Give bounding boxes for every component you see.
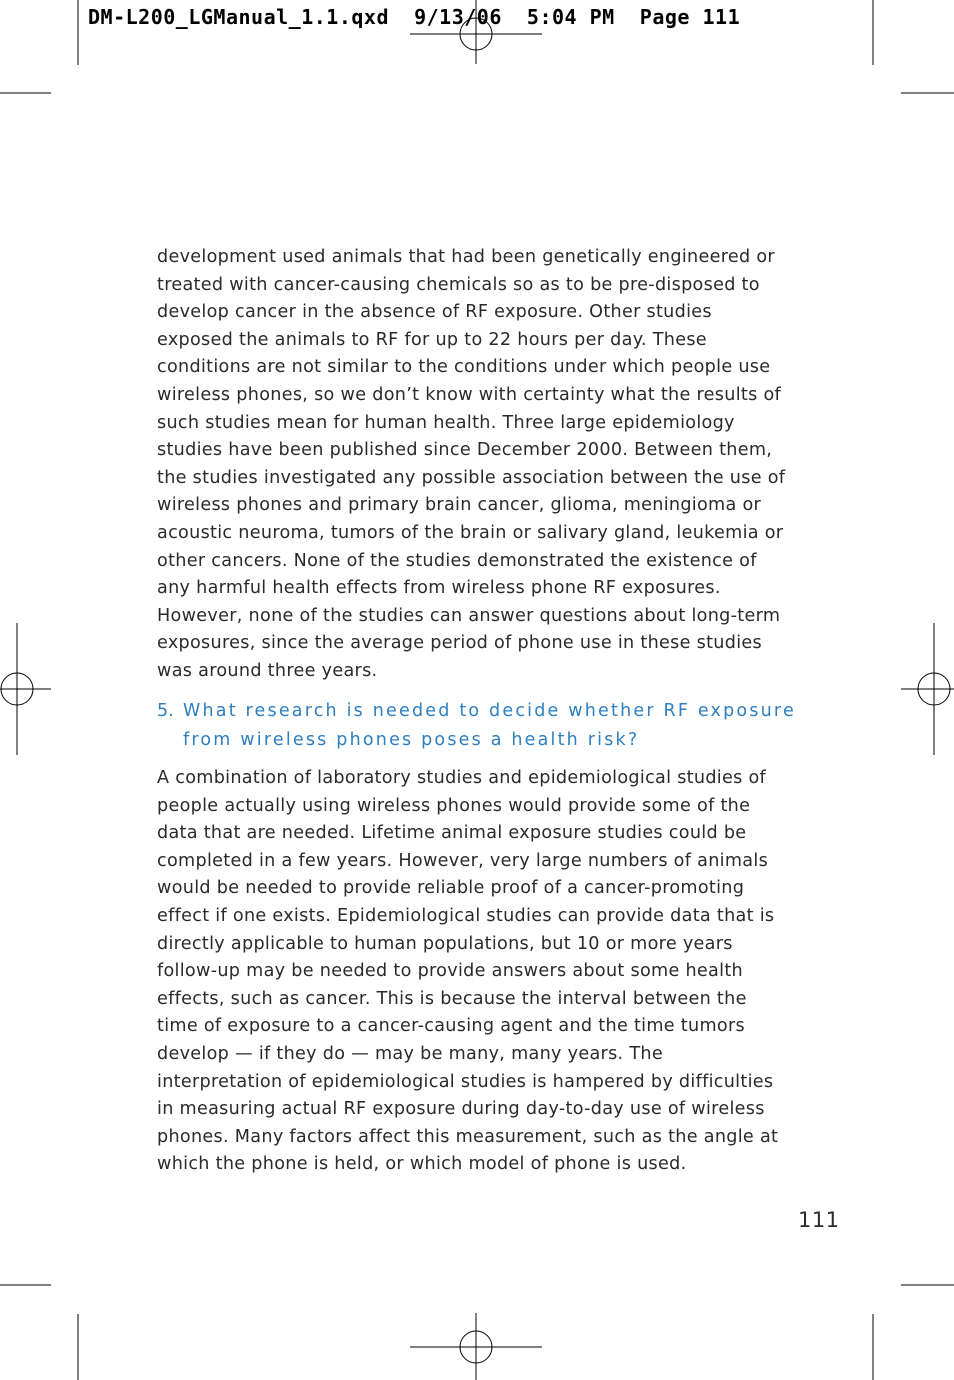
body-paragraph-1: development used animals that had been genetically engineered or treated with cancer-causing chemicals so as to be pre-disposed to develop cancer in the absence of RF exposure. Other studies exposed the animals to RF for up to 22 hours per day. These conditions are not similar to the conditions under which people use wireless phones, so we don’t know with certainty what the results of such studies mean for human health. Three large epidemiology studies have been published since December 2000. Between them, the studies investigated any possible association between the use of wireless phones and primary brain cancer, glioma, meningioma or acoustic neuroma, tumors of the brain or salivary gland, leukemia or other cancers. None of the studies demonstrated the existence of any harmful health effects from wireless phone RF exposures. However, none of the studies can answer questions about long-term exposures, since the average period of phone use in these studies was around three years. <box>157 247 786 681</box>
section-heading-line-2: from wireless phones poses a health risk? <box>183 730 640 750</box>
registration-mark-right <box>901 623 954 755</box>
page-number: 111 <box>798 1208 840 1232</box>
section-number: 5. <box>157 701 174 721</box>
section-heading-line-1: What research is needed to decide whether RF exposure <box>183 701 796 721</box>
file-slug-line: DM-L200_LGManual_1.1.qxd 9/13/06 5:04 PM Page 111 <box>88 5 741 29</box>
body-paragraph-2: A combination of laboratory studies and epidemiological studies of people actually using wireless phones would provide some of the data that are needed. Lifetime animal exposure studies could be completed in a few years. However, very large numbers of animals would be needed to provide reliable proof of a cancer-promoting effect if one exists. Epidemiological studies can provide data that is directly applicable to human populations, but 10 or more years follow-up may be needed to provide answers about some health effects, such as cancer. This is because the interval between the time of exposure to a cancer-causing agent and the time tumors develop — if they do — may be many, many years. The interpretation of epidemiological studies is hampered by difficulties in measuring actual RF exposure during day-to-day use of wireless phones. Many factors affect this measurement, such as the angle at which the phone is held, or which model of phone is used. <box>157 768 779 1175</box>
registration-mark-left <box>0 623 51 755</box>
registration-mark-bottom <box>410 1313 542 1380</box>
